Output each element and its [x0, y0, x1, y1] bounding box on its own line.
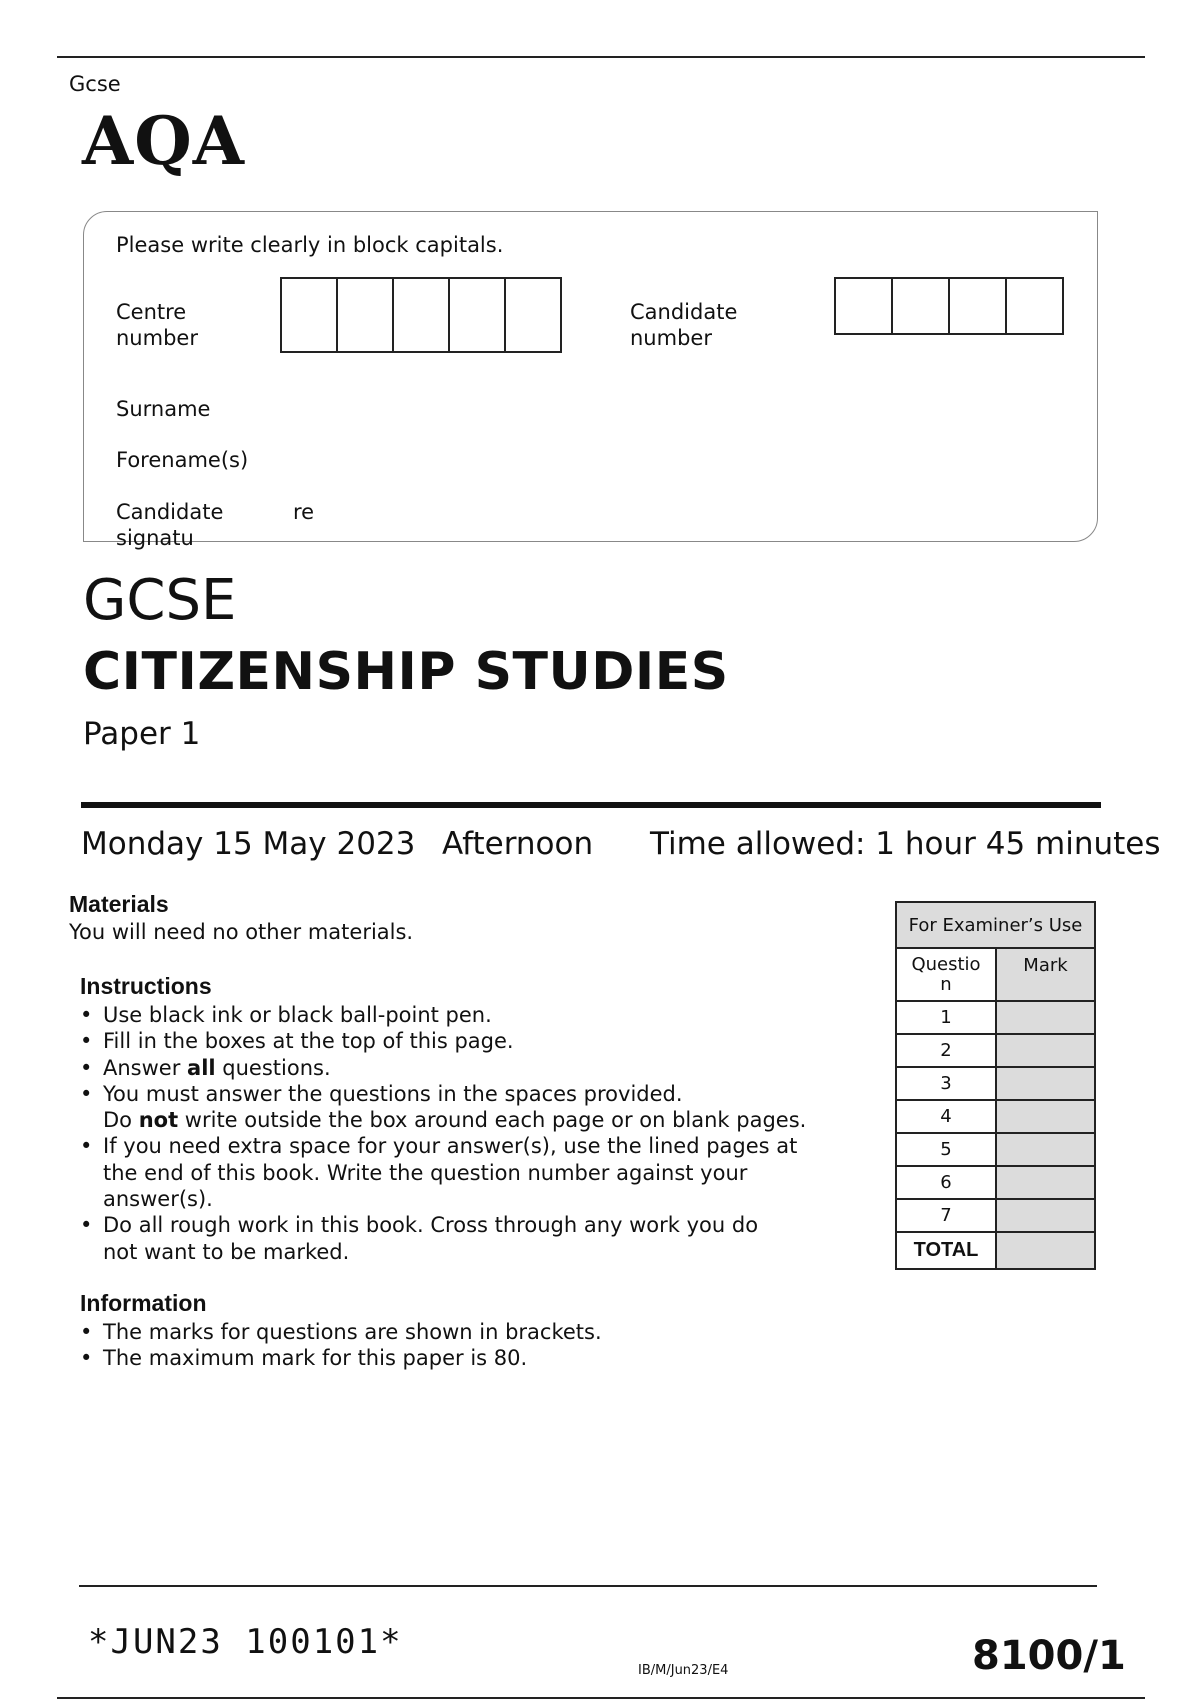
- examiner-use-table: [895, 901, 1096, 1270]
- mark-column-header: Mark: [996, 948, 1095, 1001]
- table-row: [896, 1133, 1095, 1166]
- time-allowed: Time allowed: 1 hour 45 minutes: [650, 826, 1161, 862]
- title-divider: [81, 802, 1101, 808]
- table-row: [896, 1001, 1095, 1034]
- mark-cell[interactable]: [996, 1133, 1095, 1166]
- table-row: [896, 1199, 1095, 1232]
- information-list: [80, 1319, 860, 1372]
- mark-cell[interactable]: [996, 1199, 1095, 1232]
- centre-number-digit-5[interactable]: [504, 277, 562, 353]
- surname-label: Surname: [116, 397, 211, 421]
- mark-cell[interactable]: [996, 1100, 1095, 1133]
- question-number: 7: [896, 1199, 996, 1232]
- table-row: [896, 1100, 1095, 1133]
- aqa-logo: AQA: [82, 102, 245, 180]
- candidate-number-digit-2[interactable]: [891, 277, 950, 335]
- total-mark-cell[interactable]: [996, 1232, 1095, 1269]
- footer-rule: [79, 1585, 1097, 1587]
- header-kicker: Gcse: [69, 72, 121, 96]
- list-item: • Answer all questions.: [80, 1055, 860, 1081]
- mark-cell[interactable]: [996, 1067, 1095, 1100]
- paper-code: 8100/1: [972, 1633, 1126, 1679]
- question-number: 6: [896, 1166, 996, 1199]
- table-row: [896, 1166, 1095, 1199]
- list-item: • The marks for questions are shown in brackets.: [80, 1319, 860, 1345]
- centre-number-digit-3[interactable]: [392, 277, 450, 353]
- candidate-number-boxes: [836, 277, 1064, 335]
- list-item: • Do all rough work in this book. Cross through any work you do not want to be marked.: [80, 1212, 860, 1265]
- signature-label: Candidate signatu: [116, 500, 224, 550]
- list-item: • You must answer the questions in the spaces provided. Do not write outside the box around each page or on blank pages.: [80, 1081, 860, 1134]
- mark-cell[interactable]: [996, 1001, 1095, 1034]
- block-capitals-instruction: Please write clearly in block capitals.: [116, 233, 504, 257]
- candidate-number-digit-4[interactable]: [1005, 277, 1064, 335]
- signature-label-suffix: re: [293, 500, 315, 524]
- paper-title: Paper 1: [83, 716, 201, 752]
- question-number: 5: [896, 1133, 996, 1166]
- table-row: [896, 1067, 1095, 1100]
- candidate-number-digit-3[interactable]: [948, 277, 1007, 335]
- question-number: 2: [896, 1034, 996, 1067]
- mark-cell[interactable]: [996, 1166, 1095, 1199]
- question-column-header: Questio n: [896, 948, 996, 1001]
- question-number: 3: [896, 1067, 996, 1100]
- materials-heading: Materials: [69, 891, 169, 917]
- subject-title: CITIZENSHIP STUDIES: [83, 642, 729, 702]
- table-row: [896, 1034, 1095, 1067]
- list-item: • Fill in the boxes at the top of this page.: [80, 1028, 860, 1054]
- question-number: 4: [896, 1100, 996, 1133]
- question-number: 1: [896, 1001, 996, 1034]
- candidate-number-label: Candidate number: [630, 300, 738, 350]
- top-rule: [57, 56, 1145, 58]
- mark-cell[interactable]: [996, 1034, 1095, 1067]
- instructions-heading: Instructions: [80, 973, 212, 999]
- centre-number-digit-1[interactable]: [280, 277, 338, 353]
- forename-label: Forename(s): [116, 448, 249, 472]
- list-item: • The maximum mark for this paper is 80.: [80, 1345, 860, 1371]
- reference-code: IB/M/Jun23/E4: [638, 1663, 729, 1678]
- exam-date: Monday 15 May 2023: [81, 826, 416, 862]
- bottom-rule: [57, 1697, 1145, 1699]
- instructions-list: [80, 1002, 860, 1265]
- list-item: • If you need extra space for your answer(s), use the lined pages at the end of this book. Write the question number against your answer(s).: [80, 1133, 860, 1212]
- information-heading: Information: [80, 1290, 207, 1316]
- candidate-details-box: [83, 211, 1098, 542]
- examiner-table-heading: For Examiner’s Use: [896, 902, 1095, 948]
- qualification-title: GCSE: [83, 568, 237, 633]
- materials-text: You will need no other materials.: [69, 920, 414, 944]
- candidate-number-digit-1[interactable]: [834, 277, 893, 335]
- total-label: TOTAL: [896, 1232, 996, 1269]
- centre-number-digit-4[interactable]: [448, 277, 506, 353]
- total-row: [896, 1232, 1095, 1269]
- list-item: • Use black ink or black ball-point pen.: [80, 1002, 860, 1028]
- exam-session: Afternoon: [442, 826, 594, 862]
- centre-number-label: Centre number: [116, 300, 198, 350]
- centre-number-boxes: [282, 277, 562, 353]
- centre-number-digit-2[interactable]: [336, 277, 394, 353]
- barcode-text: *JUN23 100101*: [88, 1622, 403, 1662]
